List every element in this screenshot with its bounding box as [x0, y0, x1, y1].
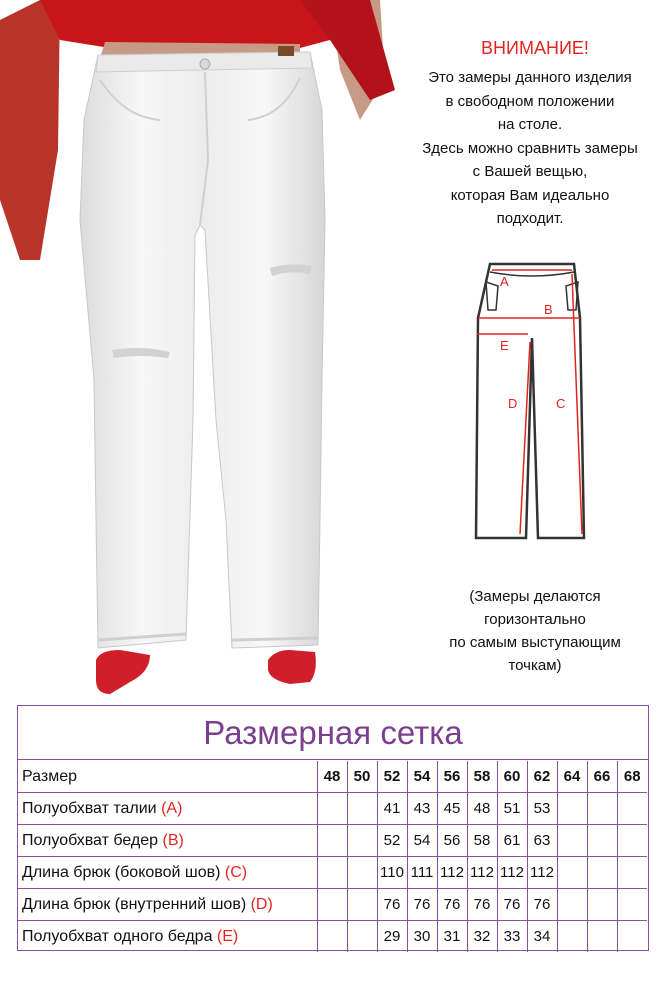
button: [200, 59, 210, 69]
row-label-text: Длина брюк (боковой шов): [22, 863, 221, 881]
size-header-cell: 60: [497, 761, 527, 793]
note-line: (Замеры делаются: [469, 588, 601, 605]
table-cell: 33: [497, 921, 527, 953]
size-header-cell: 50: [347, 761, 377, 793]
row-label-text: Длина брюк (внутренний шов): [22, 895, 247, 913]
table-cell: 112: [467, 857, 497, 889]
table-row: [18, 793, 647, 825]
row-label: [18, 857, 317, 889]
row-label: [18, 825, 317, 857]
table-cell: [587, 889, 617, 921]
row-label-mark: (D): [250, 895, 273, 913]
row-label: [18, 921, 317, 953]
size-chart-grid: [18, 761, 647, 952]
size-header-cell: 56: [437, 761, 467, 793]
table-cell: 76: [437, 889, 467, 921]
table-cell: [617, 889, 647, 921]
table-cell: [347, 921, 377, 953]
table-cell: 30: [407, 921, 437, 953]
table-cell: [587, 793, 617, 825]
table-cell: 110: [377, 857, 407, 889]
size-chart: [17, 705, 649, 951]
table-cell: [347, 825, 377, 857]
row-label-text: Полуобхват талии: [22, 799, 157, 817]
table-cell: 54: [407, 825, 437, 857]
note-line: точкам): [508, 657, 562, 674]
table-cell: 34: [527, 921, 557, 953]
table-cell: [317, 921, 347, 953]
table-cell: 112: [527, 857, 557, 889]
size-header-cell: 58: [467, 761, 497, 793]
size-header-cell: 62: [527, 761, 557, 793]
table-cell: [587, 857, 617, 889]
size-chart-title: Размерная сетка: [18, 706, 648, 760]
note-line: горизонтально: [484, 611, 586, 628]
table-row: [18, 857, 647, 889]
scheme-label-a: A: [500, 274, 509, 289]
size-header-cell: 68: [617, 761, 647, 793]
size-header-cell: 48: [317, 761, 347, 793]
table-cell: 48: [467, 793, 497, 825]
scheme-pocket-left: [486, 282, 498, 310]
table-cell: 58: [467, 825, 497, 857]
warning-text: [395, 66, 665, 231]
size-header-label: Размер: [18, 761, 317, 793]
warning-line: подходит.: [496, 210, 564, 227]
table-cell: 76: [527, 889, 557, 921]
table-row: [18, 825, 647, 857]
warning-line: с Вашей вещью,: [472, 163, 588, 180]
row-label-mark: (A): [161, 799, 183, 817]
warning-title: ВНИМАНИЕ!: [481, 38, 589, 58]
table-cell: [617, 793, 647, 825]
table-cell: [347, 793, 377, 825]
table-cell: [317, 857, 347, 889]
table-cell: [557, 889, 587, 921]
measurement-scheme: [468, 258, 596, 540]
table-cell: 32: [467, 921, 497, 953]
table-cell: 31: [437, 921, 467, 953]
scheme-label-e: E: [500, 338, 509, 353]
warning-line: Здесь можно сравнить замеры: [422, 139, 638, 157]
table-cell: 76: [467, 889, 497, 921]
table-cell: [557, 825, 587, 857]
table-cell: 52: [377, 825, 407, 857]
shoe-right: [268, 650, 316, 684]
product-photo: [0, 0, 400, 700]
left-arm: [0, 0, 60, 260]
table-cell: 112: [437, 857, 467, 889]
table-cell: 63: [527, 825, 557, 857]
table-cell: 76: [377, 889, 407, 921]
table-cell: 29: [377, 921, 407, 953]
scheme-label-c: C: [556, 396, 566, 411]
hem-right: [232, 638, 318, 640]
table-cell: 51: [497, 793, 527, 825]
table-cell: 111: [407, 857, 437, 889]
table-cell: [347, 857, 377, 889]
table-cell: [617, 921, 647, 953]
measurement-note: [420, 585, 650, 677]
table-cell: [587, 921, 617, 953]
size-header-cell: 52: [377, 761, 407, 793]
warning-line: на столе.: [497, 116, 563, 133]
table-cell: [317, 889, 347, 921]
row-label-mark: (E): [216, 927, 239, 945]
table-cell: [617, 857, 647, 889]
row-label-mark: (C): [224, 863, 248, 881]
row-label-mark: (B): [162, 831, 184, 849]
table-cell: [317, 793, 347, 825]
size-header-cell: 66: [587, 761, 617, 793]
table-cell: 56: [437, 825, 467, 857]
size-header-cell: 54: [407, 761, 437, 793]
table-cell: [317, 825, 347, 857]
table-row: [18, 889, 647, 921]
table-cell: [587, 825, 617, 857]
table-cell: 41: [377, 793, 407, 825]
row-label-text: Полуобхват бедер: [22, 831, 159, 849]
table-cell: [557, 793, 587, 825]
note-line: по самым выступающим: [449, 634, 621, 651]
row-label: [18, 889, 317, 921]
scheme-label-b: B: [544, 302, 553, 317]
table-cell: 112: [497, 857, 527, 889]
table-cell: 61: [497, 825, 527, 857]
table-cell: [617, 825, 647, 857]
table-cell: 43: [407, 793, 437, 825]
scheme-label-d: D: [508, 396, 518, 411]
table-cell: 76: [407, 889, 437, 921]
row-label: [18, 793, 317, 825]
table-cell: [557, 921, 587, 953]
table-cell: 45: [437, 793, 467, 825]
size-header-row: [18, 761, 647, 793]
warning-line: которая Вам идеально: [450, 186, 610, 204]
size-header-cell: 64: [557, 761, 587, 793]
table-cell: 53: [527, 793, 557, 825]
warning-line: Это замеры данного изделия: [428, 69, 632, 86]
table-cell: [557, 857, 587, 889]
table-cell: 76: [497, 889, 527, 921]
row-label-text: Полуобхват одного бедра: [22, 927, 213, 945]
leather-patch: [278, 46, 294, 56]
warning-line: в свободном положении: [445, 92, 615, 110]
table-row: [18, 921, 647, 953]
table-cell: [347, 889, 377, 921]
shoe-left: [96, 650, 150, 694]
